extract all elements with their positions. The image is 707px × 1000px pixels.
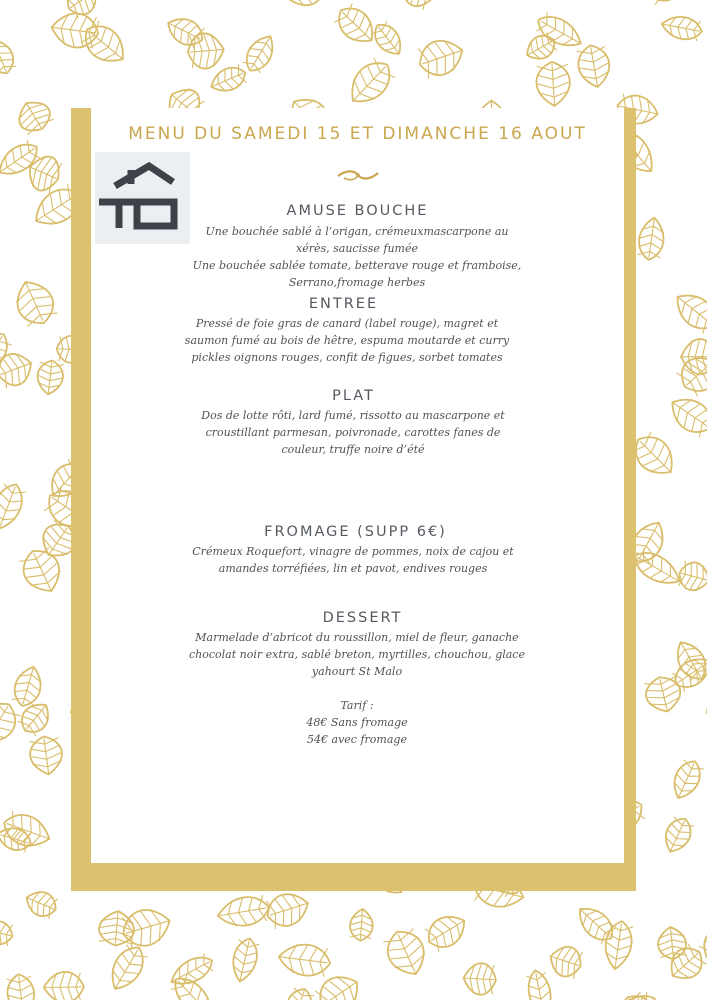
description-line: amandes torréfiées, lin et pavot, endives rouges (218, 562, 488, 575)
tarif-label: Tarif : (340, 699, 374, 712)
section-heading-dessert: DESSERT (322, 610, 403, 626)
section-description-entree (177, 315, 517, 366)
section-description-plat (183, 407, 523, 458)
description-line: Marmelade d’abricot du roussillon, miel de fleur, ganache (195, 631, 519, 644)
description-line: Une bouchée sablée tomate, betterave rouge et framboise, (192, 259, 522, 272)
description-line: xérès, saucisse fumée (296, 242, 418, 255)
section-description-fromage (183, 543, 523, 577)
description-line: Pressé de foie gras de canard (label rouge), magret et (195, 317, 499, 330)
description-line: couleur, truffe noire d’été (281, 443, 425, 456)
section-heading-entree: ENTREE (308, 296, 379, 312)
description-line: yahourt St Malo (311, 665, 403, 678)
description-line: croustillant parmesan, poivronade, carottes fanes de (205, 426, 501, 439)
section-heading-fromage: FROMAGE (SUPP 6€) (264, 524, 447, 540)
house-icon (95, 152, 190, 244)
tarif-price: 54€ avec fromage (307, 733, 407, 746)
description-line: chocolat noir extra, sablé breton, myrtilles, chouchou, glace (189, 648, 525, 661)
tarif-price: 48€ Sans fromage (306, 716, 408, 729)
description-line: pickles oignons rouges, confit de figues, sorbet tomates (191, 351, 503, 364)
logo (95, 152, 190, 244)
section-heading-amuse-bouche: AMUSE BOUCHE (286, 203, 429, 219)
section-description-amuse-bouche (187, 223, 527, 291)
description-line: saumon fumé au bois de hêtre, espuma moutarde et curry (184, 334, 510, 347)
tarif-block (187, 697, 527, 748)
description-line: Dos de lotte rôti, lard fumé, rissotto au mascarpone et (201, 409, 505, 422)
description-line: Serrano,fromage herbes (288, 276, 426, 289)
description-line: Une bouchée sablé à l’origan, crémeuxmascarpone au (205, 225, 509, 238)
section-heading-plat: PLAT (332, 388, 375, 404)
description-line: Crémeux Roquefort, vinagre de pommes, noix de cajou et (192, 545, 514, 558)
section-description-dessert (187, 629, 527, 680)
menu-title: MENU DU SAMEDI 15 ET DIMANCHE 16 AOUT (128, 124, 587, 144)
flourish-icon (336, 168, 380, 182)
